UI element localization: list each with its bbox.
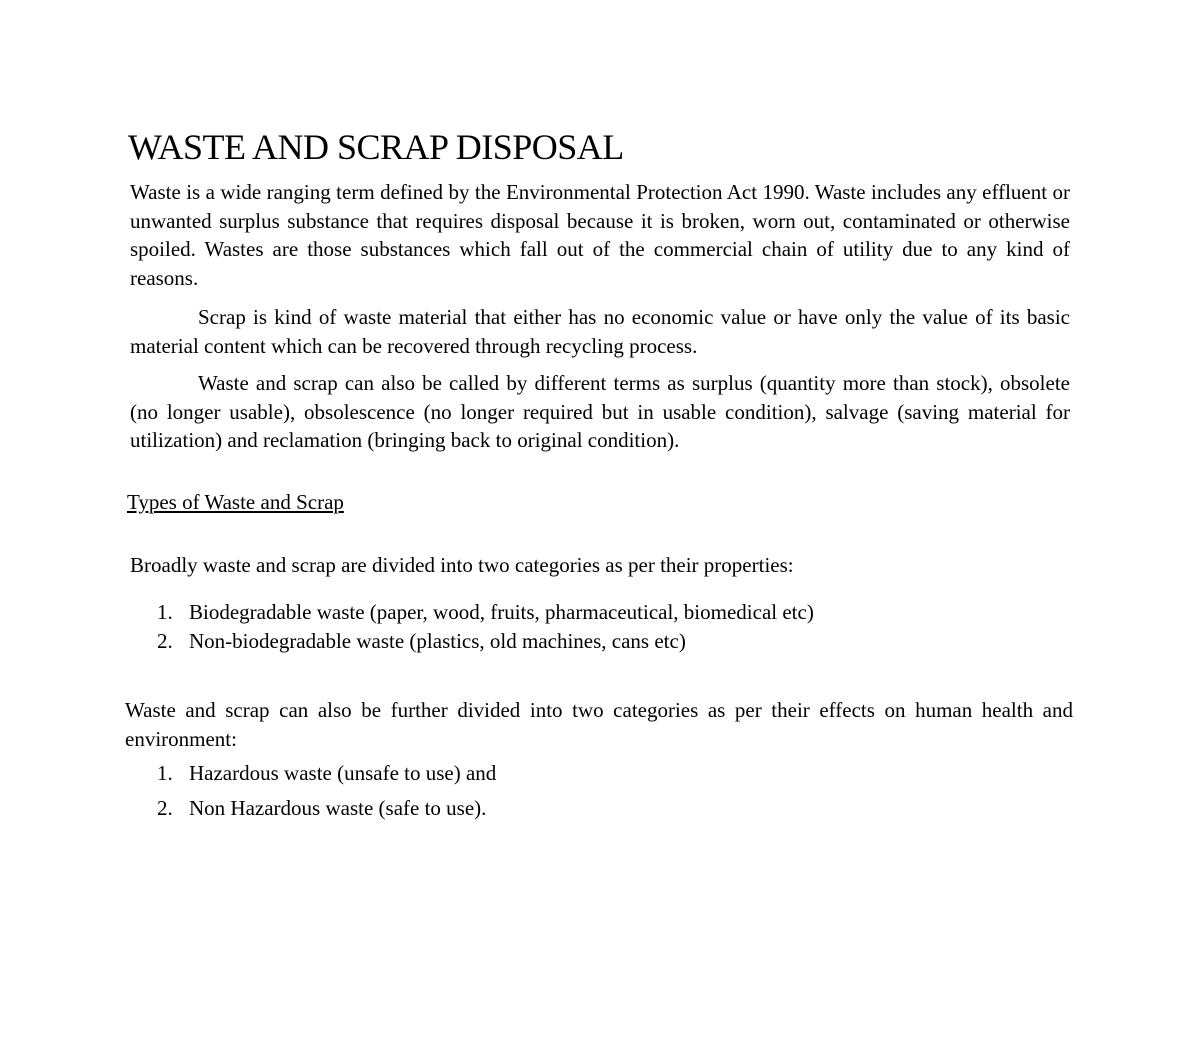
list-item-text: Non Hazardous waste (safe to use). — [189, 796, 487, 820]
paragraph-effects-categories: Waste and scrap can also be further divided into two categories as per their effects on human health and environment: — [125, 698, 1073, 751]
section-heading-types: Types of Waste and Scrap — [127, 490, 344, 514]
categories-intro: Broadly waste and scrap are divided into two categories as per their properties: — [130, 553, 794, 577]
list-item-text: Biodegradable waste (paper, wood, fruits, pharmaceutical, biomedical etc) — [189, 600, 814, 624]
list-number: 2. — [157, 628, 173, 653]
list-item-text: Hazardous waste (unsafe to use) and — [189, 761, 497, 785]
paragraph-waste-definition: Waste is a wide ranging term defined by the Environmental Protection Act 1990. Waste includes any effluent or unwanted surplus substance that requires disposal because it is broken, worn out, contaminated or otherwise spoiled. Wastes are those substances which fall out of the commercial chain of utility due to any kind of reasons. — [130, 180, 1070, 290]
list-item-text: Non-biodegradable waste (plastics, old machines, cans etc) — [189, 628, 686, 653]
list-number: 2. — [157, 796, 173, 820]
document-title: WASTE AND SCRAP DISPOSAL — [128, 127, 624, 167]
paragraph-alternate-terms: Waste and scrap can also be called by different terms as surplus (quantity more than stock), obsolete (no longer usable), obsolescence (no longer required but in usable condition), salvage (saving material for utilization) and reclamation (bringing back to original condition). — [130, 371, 1070, 452]
list-number: 1. — [157, 600, 173, 624]
paragraph-scrap-definition: Scrap is kind of waste material that either has no economic value or have only the value of its basic material content which can be recovered through recycling process. — [130, 305, 1070, 358]
list-number: 1. — [157, 761, 173, 785]
